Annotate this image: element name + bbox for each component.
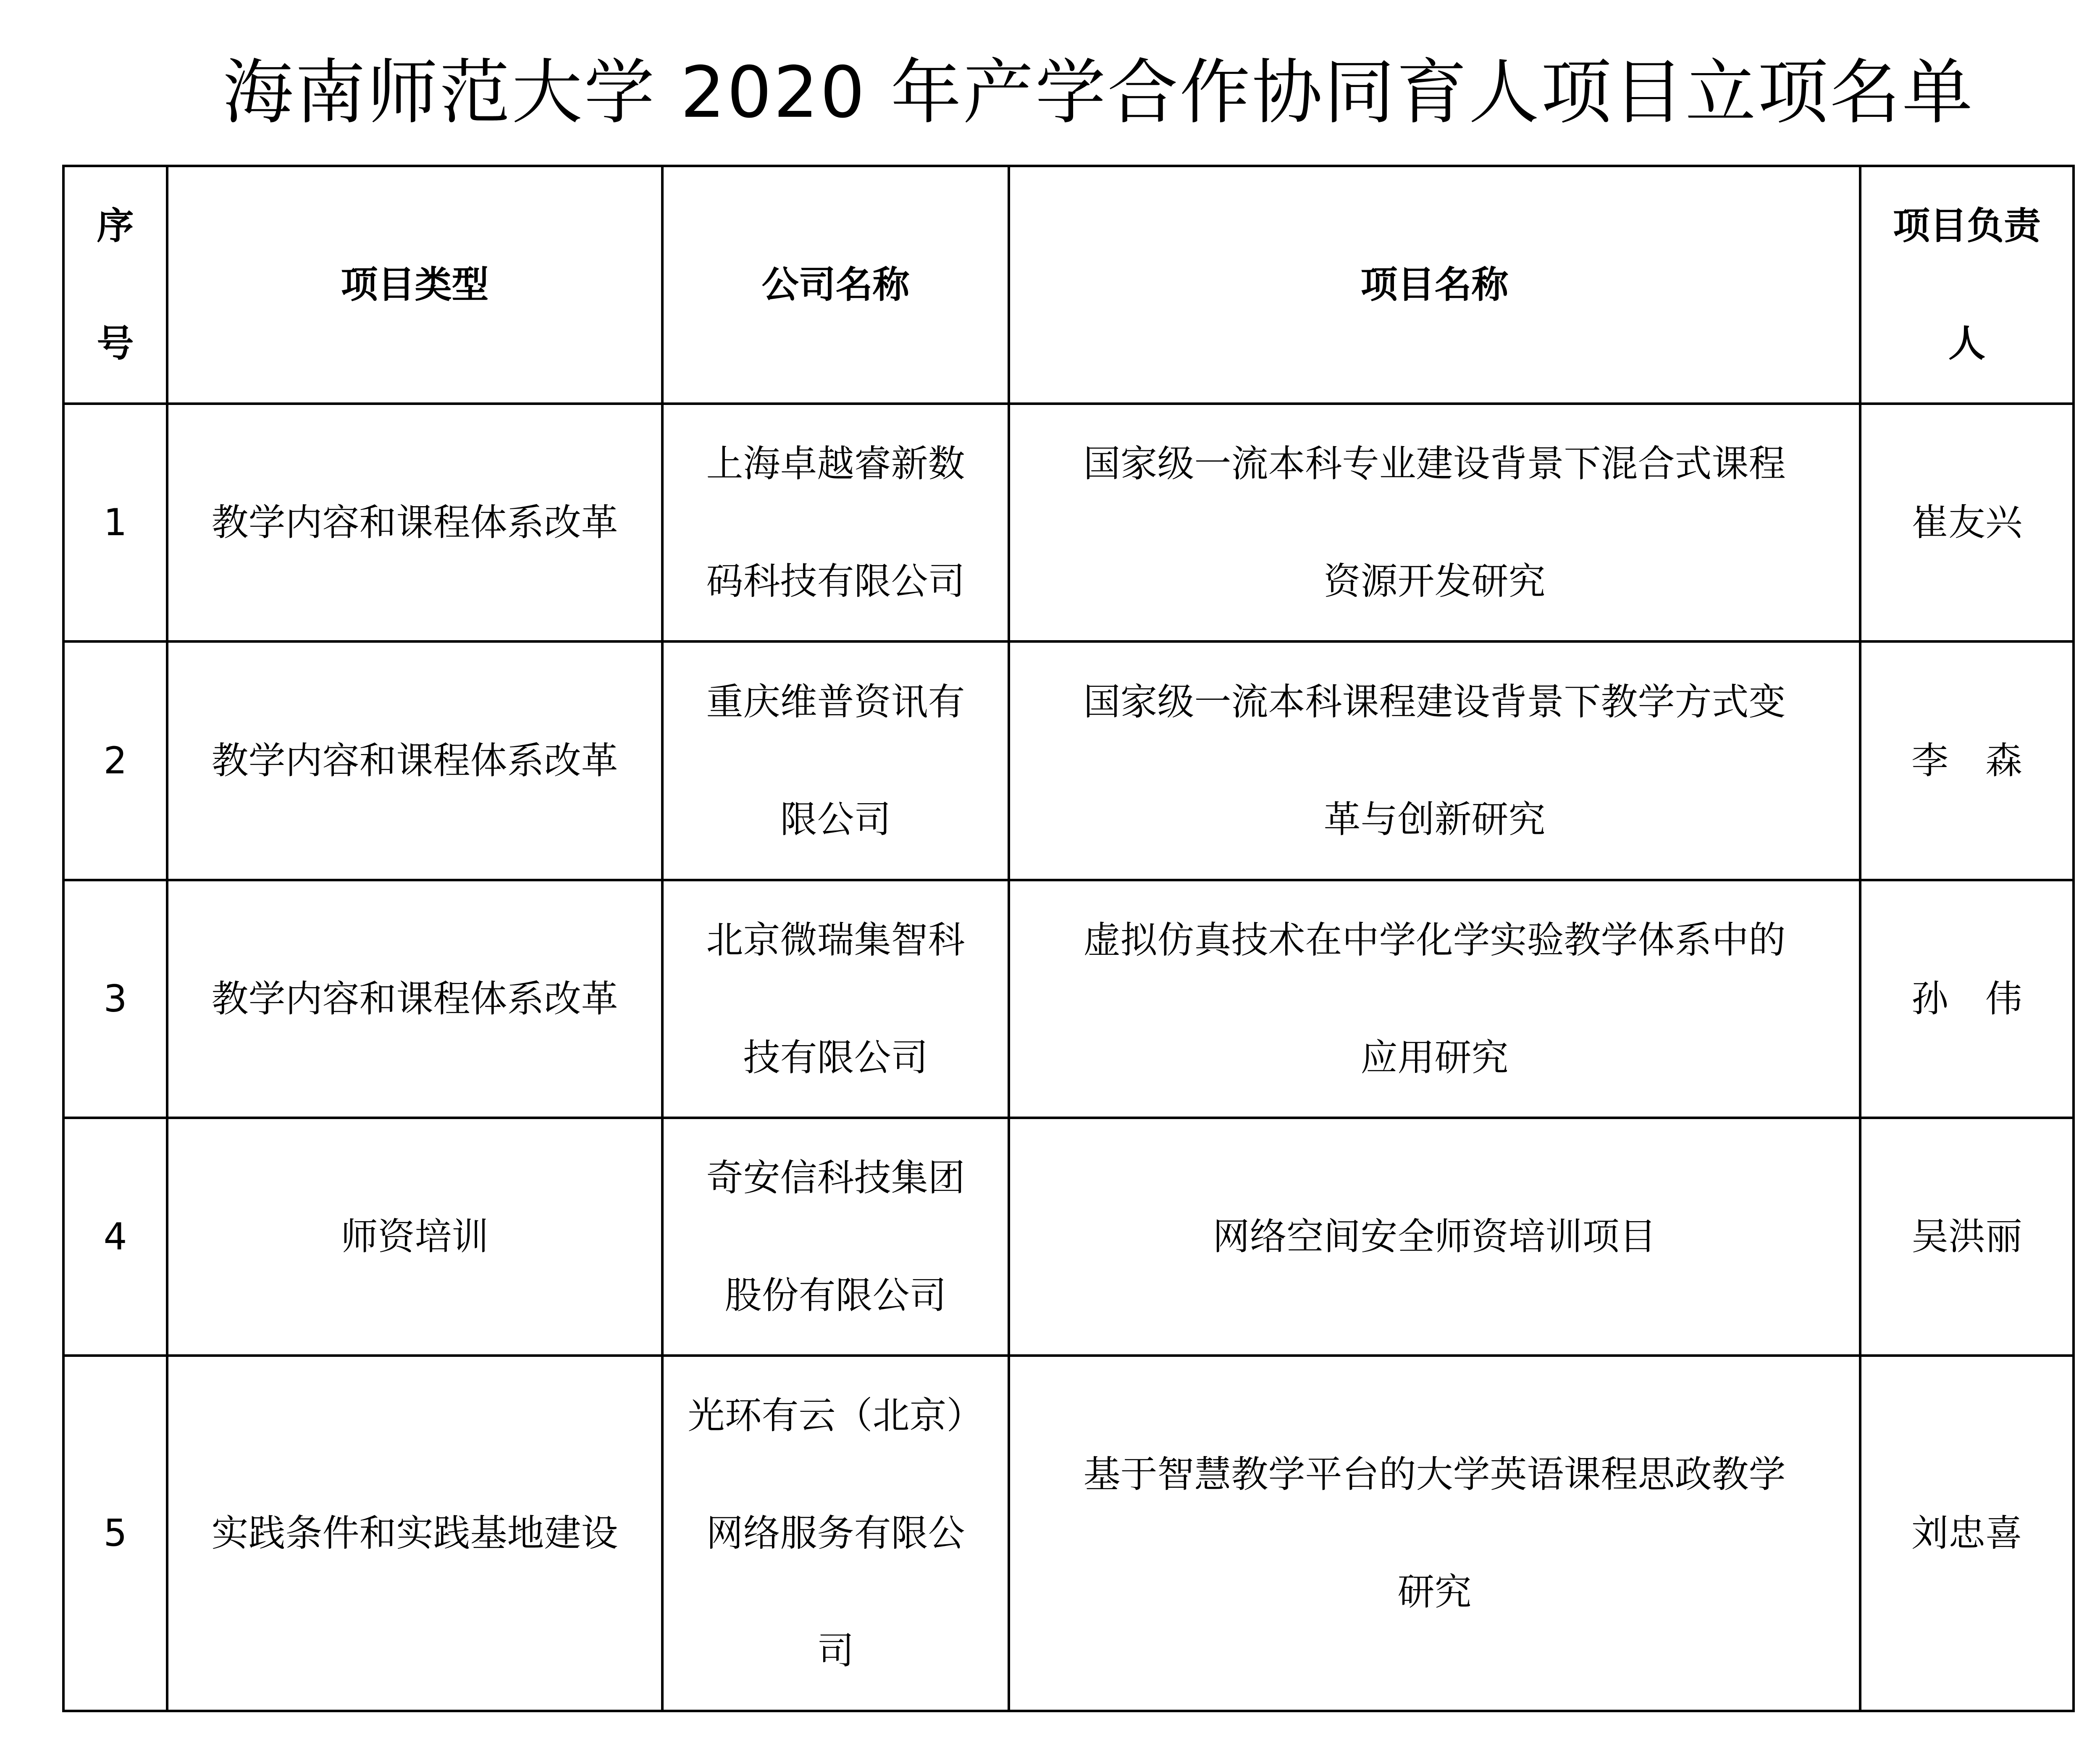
cell-project — [1009, 880, 1860, 1118]
table-row — [63, 1356, 2074, 1711]
cell-leader: 崔友兴 — [1860, 404, 2074, 641]
cell-project-line: 基于智慧教学平台的大学英语课程思政教学 — [1083, 1453, 1786, 1496]
cell-project-line: 虚拟仿真技术在中学化学实验教学体系中的 — [1083, 918, 1786, 962]
cell-company-line: 上海卓越睿新数 — [706, 442, 965, 485]
cell-company — [662, 1356, 1009, 1711]
cell-company — [662, 404, 1009, 641]
cell-index: 4 — [63, 1118, 167, 1356]
header-company: 公司名称 — [662, 166, 1009, 404]
cell-project — [1009, 1118, 1860, 1356]
cell-leader: 刘忠喜 — [1860, 1356, 2074, 1711]
cell-project — [1009, 641, 1860, 880]
header-text: 序 — [97, 204, 134, 247]
table-row — [63, 641, 2074, 880]
cell-type: 教学内容和课程体系改革 — [167, 404, 662, 641]
cell-company-line: 光环有云（北京） — [688, 1394, 984, 1437]
cell-company-line: 限公司 — [780, 798, 891, 841]
cell-leader: 李 森 — [1860, 641, 2074, 880]
cell-type: 实践条件和实践基地建设 — [167, 1356, 662, 1711]
cell-company-line: 股份有限公司 — [724, 1274, 947, 1317]
cell-project-line: 应用研究 — [1360, 1036, 1509, 1079]
cell-project-line: 国家级一流本科专业建设背景下混合式课程 — [1083, 442, 1786, 485]
cell-company-line: 北京微瑞集智科 — [706, 918, 965, 962]
cell-project — [1009, 1356, 1860, 1711]
cell-project-line: 国家级一流本科课程建设背景下教学方式变 — [1083, 680, 1786, 723]
cell-type: 教学内容和课程体系改革 — [167, 641, 662, 880]
header-text: 人 — [1948, 322, 1985, 365]
cell-company — [662, 1118, 1009, 1356]
header-text: 号 — [97, 322, 134, 365]
cell-project — [1009, 404, 1860, 641]
cell-index: 3 — [63, 880, 167, 1118]
table-row — [63, 880, 2074, 1118]
header-index — [63, 166, 167, 404]
header-project: 项目名称 — [1009, 166, 1860, 404]
cell-company-line: 码科技有限公司 — [706, 560, 965, 603]
cell-company-line: 网络服务有限公 — [706, 1511, 965, 1555]
cell-project-line: 革与创新研究 — [1323, 798, 1546, 841]
cell-index: 1 — [63, 404, 167, 641]
cell-company-line: 重庆维普资讯有 — [706, 680, 965, 723]
cell-index: 5 — [63, 1356, 167, 1711]
cell-project-line: 网络空间安全师资培训项目 — [1213, 1215, 1656, 1258]
cell-leader: 吴洪丽 — [1860, 1118, 2074, 1356]
cell-leader: 孙 伟 — [1860, 880, 2074, 1118]
cell-company-line: 奇安信科技集团 — [706, 1156, 965, 1199]
cell-company — [662, 880, 1009, 1118]
table-row — [63, 404, 2074, 641]
cell-type: 师资培训 — [167, 1118, 662, 1356]
cell-company-line: 司 — [817, 1629, 854, 1672]
header-type: 项目类型 — [167, 166, 662, 404]
page-title: 海南师范大学 2020 年产学合作协同育人项目立项名单 — [223, 51, 1974, 134]
table-row — [63, 1118, 2074, 1356]
project-list-table — [62, 165, 2075, 1712]
header-text: 项目负责 — [1893, 204, 2041, 247]
cell-company — [662, 641, 1009, 880]
cell-project-line: 资源开发研究 — [1323, 560, 1546, 603]
cell-type: 教学内容和课程体系改革 — [167, 880, 662, 1118]
header-leader — [1860, 166, 2074, 404]
table-header-row — [63, 166, 2074, 404]
cell-project-line: 研究 — [1397, 1570, 1472, 1613]
cell-company-line: 技有限公司 — [743, 1036, 928, 1079]
cell-index: 2 — [63, 641, 167, 880]
